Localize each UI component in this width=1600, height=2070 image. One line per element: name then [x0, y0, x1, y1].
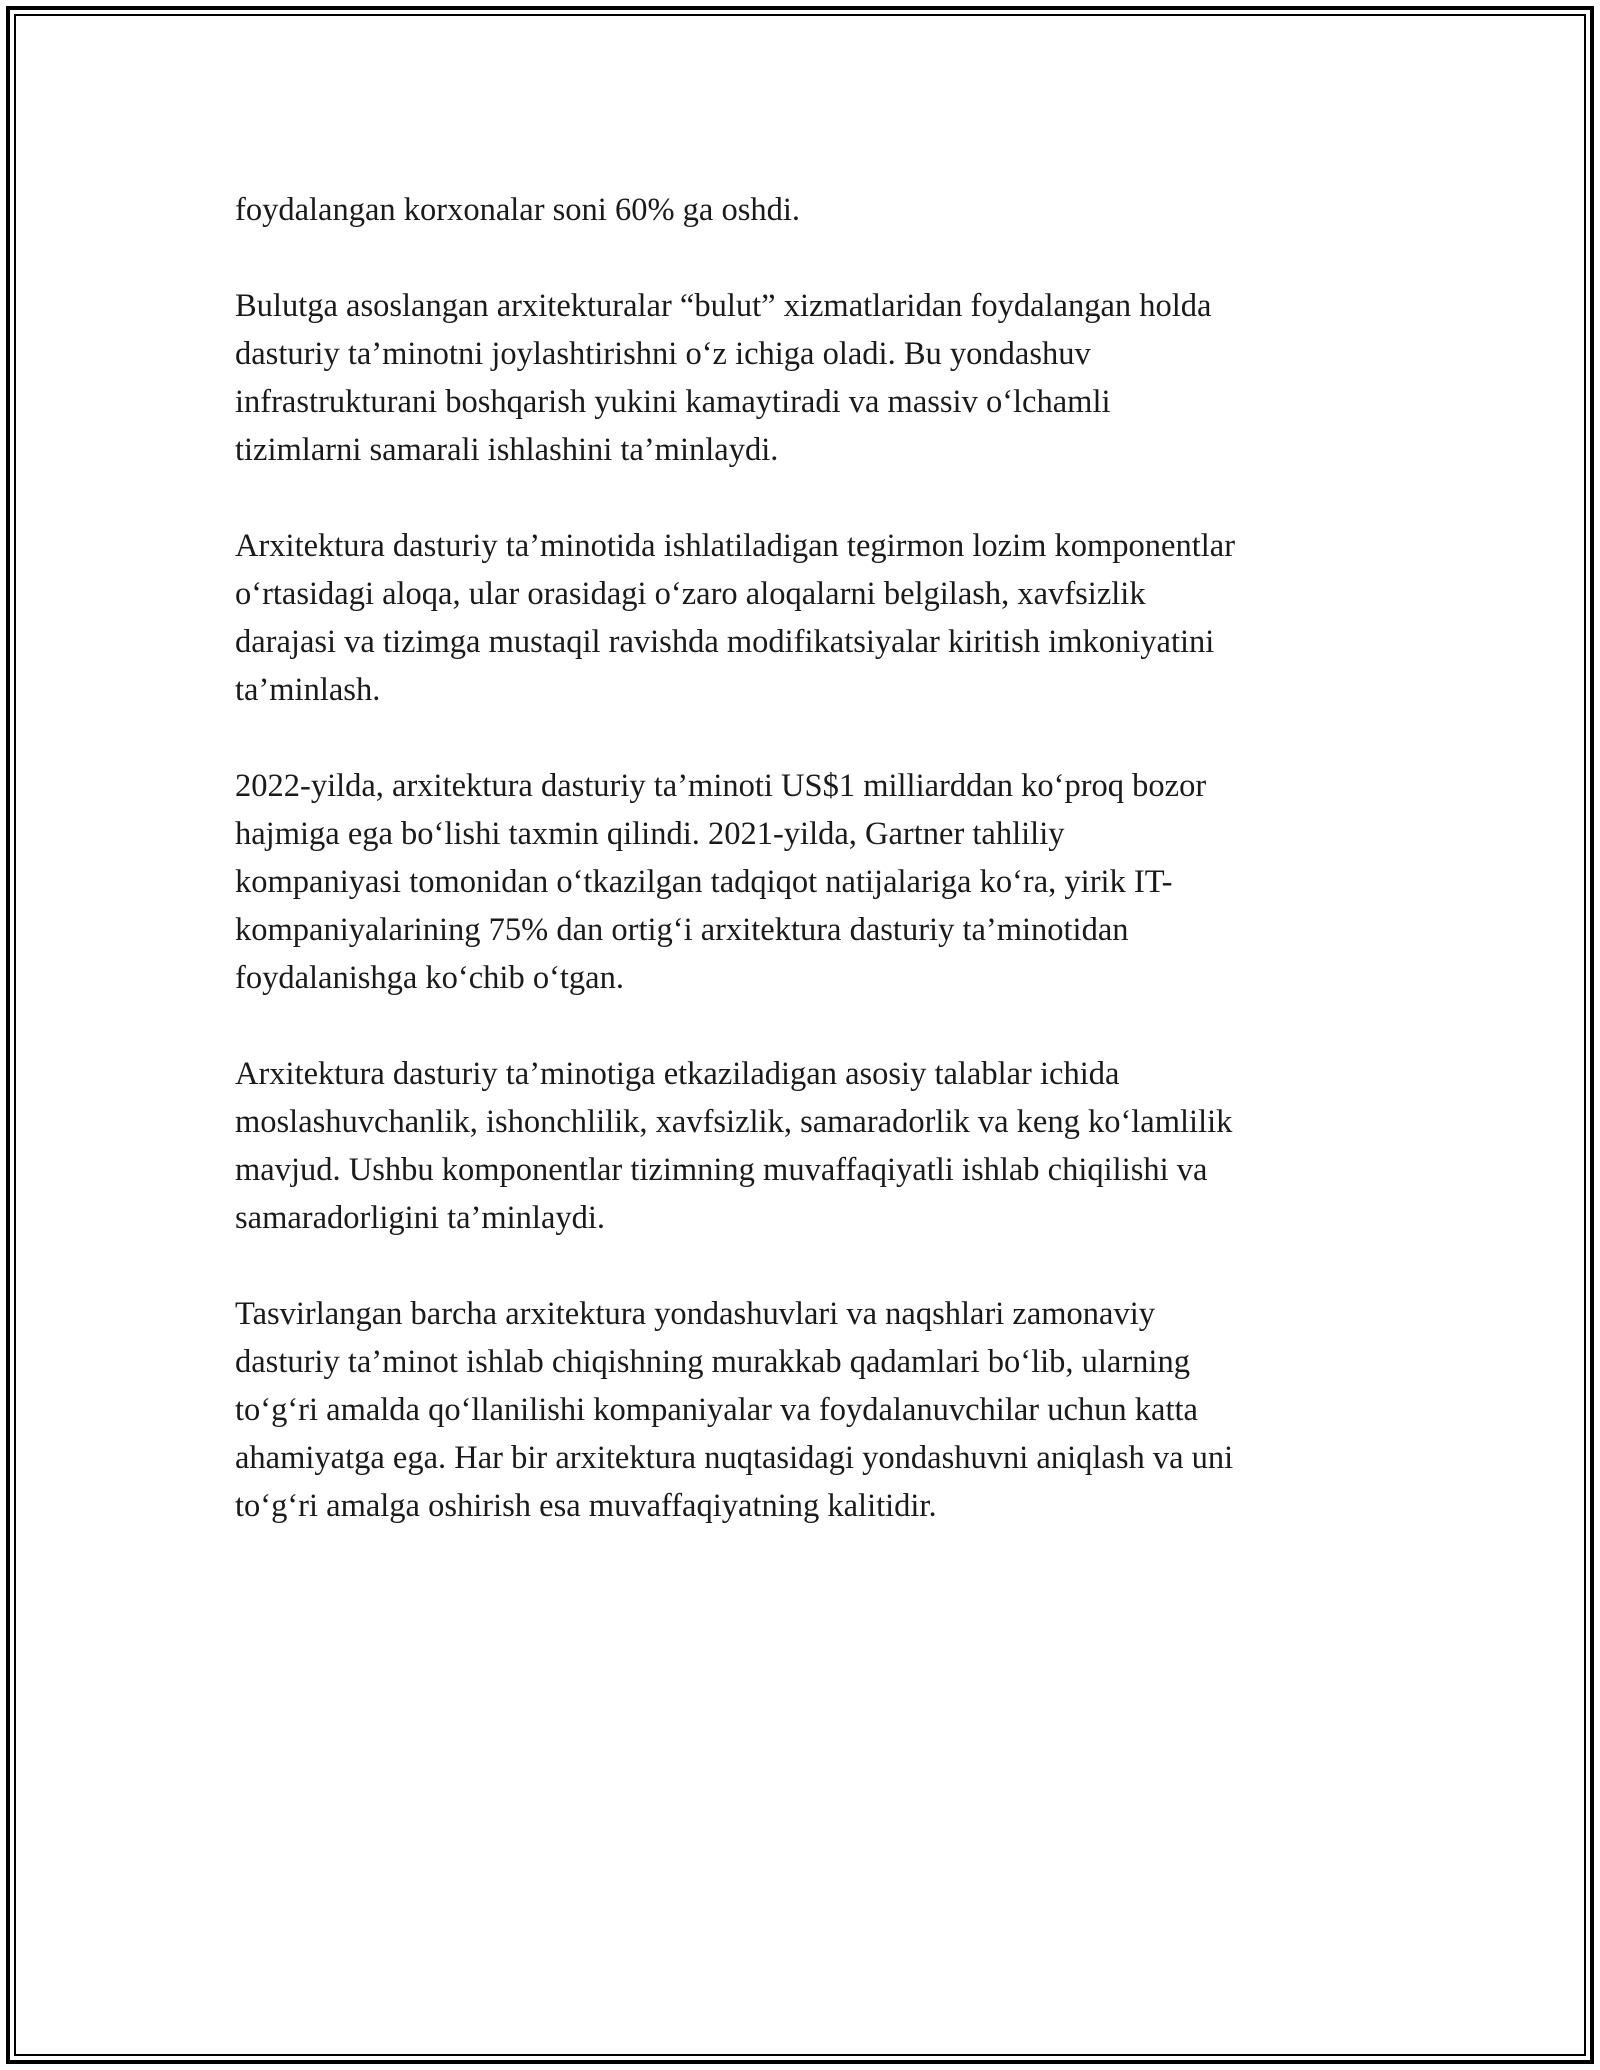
paragraph-3 — [235, 522, 1385, 714]
text-line: ahamiyatga ega. Har bir arxitektura nuqtasidagi yondashuvni aniqlash va uni — [235, 1440, 1234, 1476]
text-line: Arxitektura dasturiy ta’minotida ishlatiladigan tegirmon lozim komponentlar — [235, 528, 1236, 564]
text-line: Tasvirlangan barcha arxitektura yondashuvlari va naqshlari zamonaviy — [235, 1296, 1156, 1332]
paragraph-2 — [235, 282, 1385, 474]
paragraph-4 — [235, 762, 1385, 1002]
text-line: foydalanishga ko‘chib o‘tgan. — [235, 960, 624, 996]
text-line: Bulutga asoslangan arxitekturalar “bulut” xizmatlaridan foydalangan holda — [235, 288, 1212, 324]
text-line: hajmiga ega bo‘lishi taxmin qilindi. 2021-yilda, Gartner tahliliy — [235, 816, 1065, 852]
paragraph-5 — [235, 1050, 1385, 1242]
text-line: foydalangan korxonalar soni 60% ga oshdi. — [235, 192, 801, 228]
text-line: darajasi va tizimga mustaqil ravishda modifikatsiyalar kiritish imkoniyatini — [235, 624, 1215, 660]
text-line: to‘g‘ri amalda qo‘llanilishi kompaniyalar va foydalanuvchilar uchun katta — [235, 1392, 1198, 1428]
text-line: mavjud. Ushbu komponentlar tizimning muvaffaqiyatli ishlab chiqilishi va — [235, 1152, 1208, 1188]
paragraph-1 — [235, 186, 1385, 234]
text-line: dasturiy ta’minot ishlab chiqishning murakkab qadamlari bo‘lib, ularning — [235, 1344, 1190, 1380]
text-line: ta’minlash. — [235, 672, 381, 708]
text-line: o‘rtasidagi aloqa, ular orasidagi o‘zaro aloqalarni belgilash, xavfsizlik — [235, 576, 1146, 612]
text-line: to‘g‘ri amalga oshirish esa muvaffaqiyatning kalitidir. — [235, 1488, 937, 1524]
text-line: kompaniyasi tomonidan o‘tkazilgan tadqiqot natijalariga ko‘ra, yirik IT- — [235, 864, 1173, 900]
paragraph-6 — [235, 1290, 1385, 1530]
text-line: dasturiy ta’minotni joylashtirishni o‘z ichiga oladi. Bu yondashuv — [235, 336, 1091, 372]
text-line: 2022-yilda, arxitektura dasturiy ta’minoti US$1 milliarddan ko‘proq bozor — [235, 768, 1207, 804]
document-body — [235, 186, 1385, 1578]
text-line: moslashuvchanlik, ishonchlilik, xavfsizlik, samaradorlik va keng ko‘lamlilik — [235, 1104, 1233, 1140]
text-line: Arxitektura dasturiy ta’minotiga etkaziladigan asosiy talablar ichida — [235, 1056, 1120, 1092]
text-line: samaradorligini ta’minlaydi. — [235, 1200, 606, 1236]
text-line: tizimlarni samarali ishlashini ta’minlaydi. — [235, 432, 779, 468]
text-line: kompaniyalarining 75% dan ortig‘i arxitektura dasturiy ta’minotidan — [235, 912, 1129, 948]
text-line: infrastrukturani boshqarish yukini kamaytiradi va massiv o‘lchamli — [235, 384, 1111, 420]
